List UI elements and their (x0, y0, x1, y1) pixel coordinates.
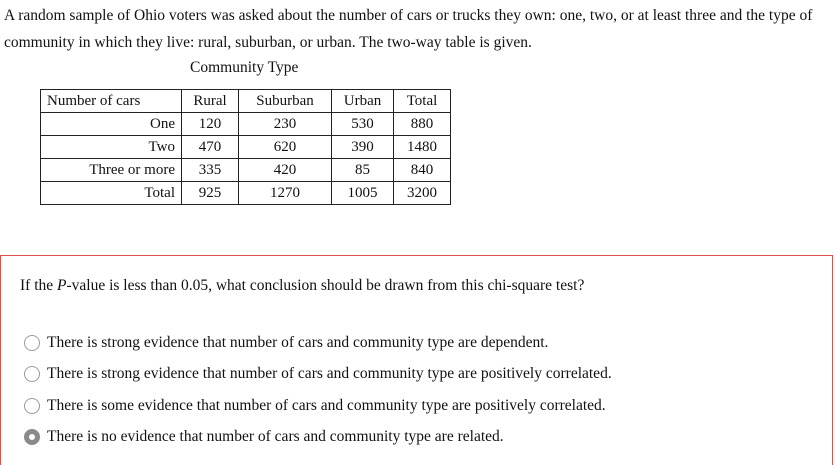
two-way-table (40, 89, 451, 205)
row-label: Total (41, 182, 182, 205)
answer-option[interactable] (24, 390, 612, 422)
table-caption: Community Type (190, 59, 299, 76)
question-prompt (20, 276, 584, 296)
answer-option[interactable] (24, 422, 612, 454)
cell-urban: 530 (332, 113, 394, 136)
table-row (41, 113, 451, 136)
radio-button[interactable] (24, 366, 40, 382)
question-suffix: -value is less than 0.05, what conclusion should be drawn from this chi-square test? (66, 277, 585, 294)
cell-rural: 120 (182, 113, 239, 136)
radio-button[interactable] (24, 398, 40, 414)
answer-option-label[interactable]: There is strong evidence that number of cars and community type are positively correlated. (47, 365, 612, 383)
answer-options (24, 327, 612, 453)
table-row (41, 136, 451, 159)
row-label: One (41, 113, 182, 136)
table-row (41, 159, 451, 182)
cell-suburban: 230 (239, 113, 332, 136)
cell-urban: 1005 (332, 182, 394, 205)
row-label: Three or more (41, 159, 182, 182)
header-number-of-cars: Number of cars (41, 90, 182, 113)
question-prefix: If the (20, 277, 58, 294)
cell-rural: 925 (182, 182, 239, 205)
header-total: Total (394, 90, 451, 113)
header-suburban: Suburban (239, 90, 332, 113)
answer-option[interactable] (24, 327, 612, 359)
answer-option-label[interactable]: There is strong evidence that number of cars and community type are dependent. (47, 333, 549, 351)
radio-button[interactable] (24, 429, 40, 445)
header-urban: Urban (332, 90, 394, 113)
p-variable: P (57, 277, 67, 294)
answer-option-label[interactable]: There is no evidence that number of cars and community type are related. (47, 428, 504, 446)
cell-urban: 85 (332, 159, 394, 182)
cell-suburban: 620 (239, 136, 332, 159)
cell-total: 880 (394, 113, 451, 136)
cell-total: 840 (394, 159, 451, 182)
table-header-row (41, 90, 451, 113)
radio-button[interactable] (24, 335, 40, 351)
row-label: Two (41, 136, 182, 159)
cell-suburban: 420 (239, 159, 332, 182)
answer-option-label[interactable]: There is some evidence that number of cars and community type are positively correlated. (47, 396, 606, 414)
cell-urban: 390 (332, 136, 394, 159)
cell-rural: 470 (182, 136, 239, 159)
answer-option[interactable] (24, 359, 612, 391)
cell-suburban: 1270 (239, 182, 332, 205)
cell-total: 3200 (394, 182, 451, 205)
table-row (41, 182, 451, 205)
header-rural: Rural (182, 90, 239, 113)
cell-rural: 335 (182, 159, 239, 182)
cell-total: 1480 (394, 136, 451, 159)
problem-intro: A random sample of Ohio voters was asked about the number of cars or trucks they own: one, two, or at least three and the type of community in which they live: rural, suburban, or urban. The two-way table is given. (4, 7, 813, 51)
